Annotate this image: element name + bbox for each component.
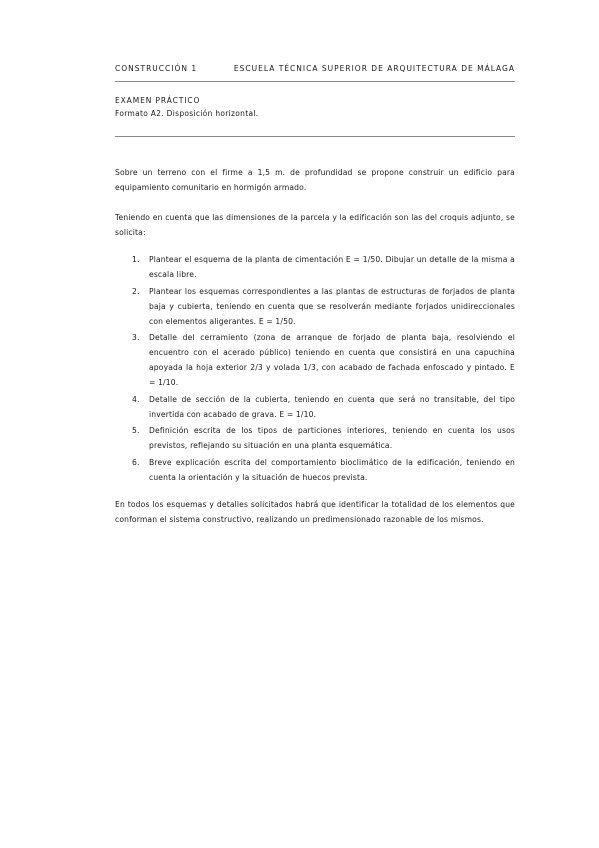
task-item (115, 252, 515, 282)
task-number: 1. (132, 255, 140, 264)
task-number: 2. (132, 286, 140, 296)
task-text: Plantear el esquema de la planta de cimentación E = 1/50. Dibujar un detalle de la misma a escala libre. (149, 255, 515, 279)
exam-title: EXAMEN PRÁCTICO (115, 96, 201, 105)
task-item (115, 392, 515, 422)
closing-paragraph: En todos los esquemas y detalles solicitados habrá que identificar la totalidad de los elementos que conforman el sistema constructivo, realizando un predimensionado razonable de los mismos. (115, 500, 515, 524)
intro-paragraph: Sobre un terreno con el firme a 1,5 m. de profundidad se propone construir un edificio para equipamiento comunitario en hormigón armado. (115, 168, 515, 192)
task-text: Definición escrita de los tipos de particiones interiores, teniendo en cuenta los usos previstos, reflejando su situación en una planta esquemática. (149, 426, 515, 451)
task-item (115, 455, 515, 485)
task-item (115, 284, 515, 329)
task-text: Plantear los esquemas correspondientes a las plantas de estructuras de forjados de planta baja y cubierta, teniendo en cuenta que se resolverán mediante forjados unidireccionales con elementos aligerantes. E = 1/50. (149, 286, 515, 326)
task-number: 4. (132, 394, 140, 404)
task-number: 6. (132, 457, 140, 467)
school-name: ESCUELA TÉCNICA SUPERIOR DE ARQUITECTURA DE MÁLAGA (233, 64, 515, 73)
task-text: Detalle del cerramiento (zona de arranque de forjado de planta baja, resolviendo el encuentro con el acerado público) teniendo en cuenta que consistirá en una capuchina apoyada la hoja exterior 2/3 y volada 1/3, con acabado de fachada enfoscado y pintado. E = 1/10. (149, 333, 515, 388)
exam-format: Formato A2. Disposición horizontal. (115, 109, 259, 118)
task-text: Detalle de sección de la cubierta, teniendo en cuenta que será no transitable, del tipo invertida con acabado de grava. E = 1/10. (149, 394, 515, 419)
header-divider (115, 81, 515, 82)
course-name: CONSTRUCCIÓN 1 (115, 64, 198, 73)
task-item (115, 330, 515, 390)
task-number: 5. (132, 426, 140, 436)
task-text: Breve explicación escrita del comportamiento bioclimático de la edificación, teniendo en cuenta la orientación y la situación de huecos prevista. (149, 457, 515, 482)
section-divider (115, 136, 515, 137)
task-number: 3. (132, 333, 140, 343)
page-header (115, 64, 515, 74)
task-list (115, 252, 515, 487)
task-item (115, 423, 515, 453)
premise-paragraph: Teniendo en cuenta que las dimensiones de la parcela y la edificación son las del croquis adjunto, se solicita: (115, 213, 515, 237)
